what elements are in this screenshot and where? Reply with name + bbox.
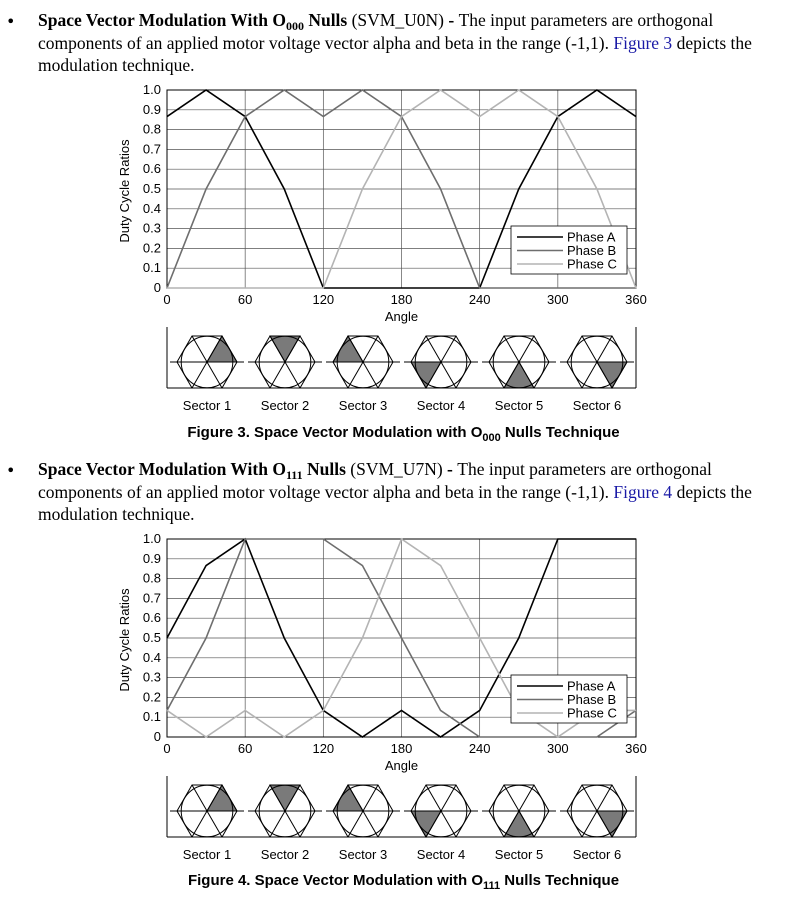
sector-diagram-6 [560,336,634,413]
sector-diagram-1 [170,785,244,862]
sector-label: Sector 4 [416,398,466,413]
section-1-heading-sub: 000 [285,19,304,33]
y-tick-label: 0.9 [142,550,161,566]
y-tick-label: 0.7 [142,590,161,606]
section-1-code: (SVM_U0N) [347,10,444,30]
sector-wedge [504,811,534,837]
section-1-paragraph [38,9,793,77]
y-tick-label: 1.0 [142,531,161,546]
section-1-body: The input parameters are orthogonal components of an applied motor voltage vector alpha and beta in the range (-1,1). [38,10,714,53]
sector-label: Sector 2 [260,847,310,862]
x-tick-label: 0 [163,741,171,756]
y-tick-label: 0.1 [142,260,161,276]
figure-4-caption-prefix: Figure 4. Space Vector Modulation with O [187,872,483,889]
legend-label: Phase C [567,256,617,272]
sector-diagram-6 [560,785,634,862]
section-1-dash: - [443,10,459,30]
sector-diagram-4 [404,785,478,862]
figure-4-caption-sub: 111 [483,880,501,892]
y-axis-label: Duty Cycle Ratios [117,139,132,243]
y-tick-label: 0.6 [142,610,161,626]
sector-label: Sector 1 [182,398,232,413]
y-tick-label: 0.3 [142,669,161,685]
sector-label: Sector 2 [260,398,310,413]
legend-label: Phase A [567,678,616,694]
section-2-heading-suffix: Nulls [302,459,346,479]
y-tick-label: 0.8 [142,570,161,586]
sector-diagram-2 [248,336,322,413]
legend-label: Phase A [567,229,616,245]
figure-3-link[interactable]: Figure 3 [613,32,673,53]
sector-diagram-4 [404,336,478,413]
bullet-2: • [6,461,16,480]
y-tick-label: 0 [153,729,161,744]
y-tick-label: 1.0 [142,82,161,97]
sector-label: Sector 6 [572,398,622,413]
section-2-paragraph [38,458,793,526]
sector-wedge [270,336,300,362]
sector-diagram-3 [326,785,400,862]
y-tick-label: 0.7 [142,141,161,157]
y-tick-label: 0.5 [142,630,161,645]
y-tick-label: 0.6 [142,161,161,177]
section-2-body: The input parameters are orthogonal components of an applied motor voltage vector alpha and beta in the range (-1,1). [38,459,712,502]
sector-diagram-row-1 [0,325,807,420]
sector-diagram-row-2 [0,774,807,869]
x-tick-label: 300 [546,292,569,307]
section-2-body-end: depicts the modulation technique. [38,481,752,524]
sector-diagram-5 [482,336,556,413]
x-tick-label: 120 [312,292,335,307]
y-tick-label: 0.2 [142,240,161,256]
y-tick-label: 0.3 [142,220,161,236]
sector-label: Sector 6 [572,847,622,862]
x-tick-label: 60 [237,741,253,756]
duty-cycle-chart-2 [0,529,807,779]
y-tick-label: 0.4 [142,649,161,665]
y-tick-label: 0.2 [142,689,161,705]
section-1-heading-suffix: Nulls [303,10,348,30]
x-tick-label: 240 [468,292,491,307]
bullet-1: • [6,12,16,31]
sector-diagram-1 [170,336,244,413]
legend-label: Phase B [567,243,617,258]
sector-label: Sector 5 [494,847,544,862]
y-tick-label: 0.5 [142,181,161,196]
legend-label: Phase C [567,705,617,721]
x-axis-label: Angle [384,309,419,324]
sector-label: Sector 4 [416,847,466,862]
x-tick-label: 360 [625,741,647,756]
y-tick-label: 0.1 [142,709,161,725]
sector-label: Sector 3 [338,847,388,862]
figure-3-caption-suffix: Nulls Technique [500,424,620,441]
sector-diagram-2 [248,785,322,862]
x-tick-label: 0 [163,292,171,307]
sector-wedge [270,785,300,811]
sector-label: Sector 5 [494,398,544,413]
x-tick-label: 300 [546,741,569,756]
figure-4-caption [0,872,807,892]
section-2-code: (SVM_U7N) [345,459,443,479]
figure-3-caption-prefix: Figure 3. Space Vector Modulation with O [187,424,483,441]
sector-diagram-5 [482,785,556,862]
y-tick-label: 0.9 [142,101,161,117]
sector-label: Sector 1 [182,847,232,862]
y-axis-label: Duty Cycle Ratios [117,588,132,692]
sector-label: Sector 3 [338,398,388,413]
y-tick-label: 0 [153,280,161,295]
figure-4-caption-suffix: Nulls Technique [500,872,620,889]
legend-label: Phase B [567,692,617,707]
x-tick-label: 180 [390,741,413,756]
section-2-heading-sub: 111 [285,468,303,482]
figure-3-caption-sub: 000 [482,432,501,444]
sector-wedge [504,362,534,388]
duty-cycle-chart-1 [0,80,807,330]
x-tick-label: 180 [390,292,413,307]
sector-diagram-3 [326,336,400,413]
x-tick-label: 120 [312,741,335,756]
figure-3-caption [0,424,807,444]
x-axis-label: Angle [384,758,419,773]
section-1-heading-prefix: Space Vector Modulation With O [38,10,286,30]
x-tick-label: 360 [625,292,647,307]
section-2-heading-prefix: Space Vector Modulation With O [38,459,286,479]
section-1-body-end: depicts the modulation technique. [38,32,752,75]
section-2-dash: - [442,459,458,479]
y-tick-label: 0.8 [142,121,161,137]
y-tick-label: 0.4 [142,200,161,216]
figure-4-link[interactable]: Figure 4 [613,481,673,502]
x-tick-label: 60 [237,292,253,307]
x-tick-label: 240 [468,741,491,756]
